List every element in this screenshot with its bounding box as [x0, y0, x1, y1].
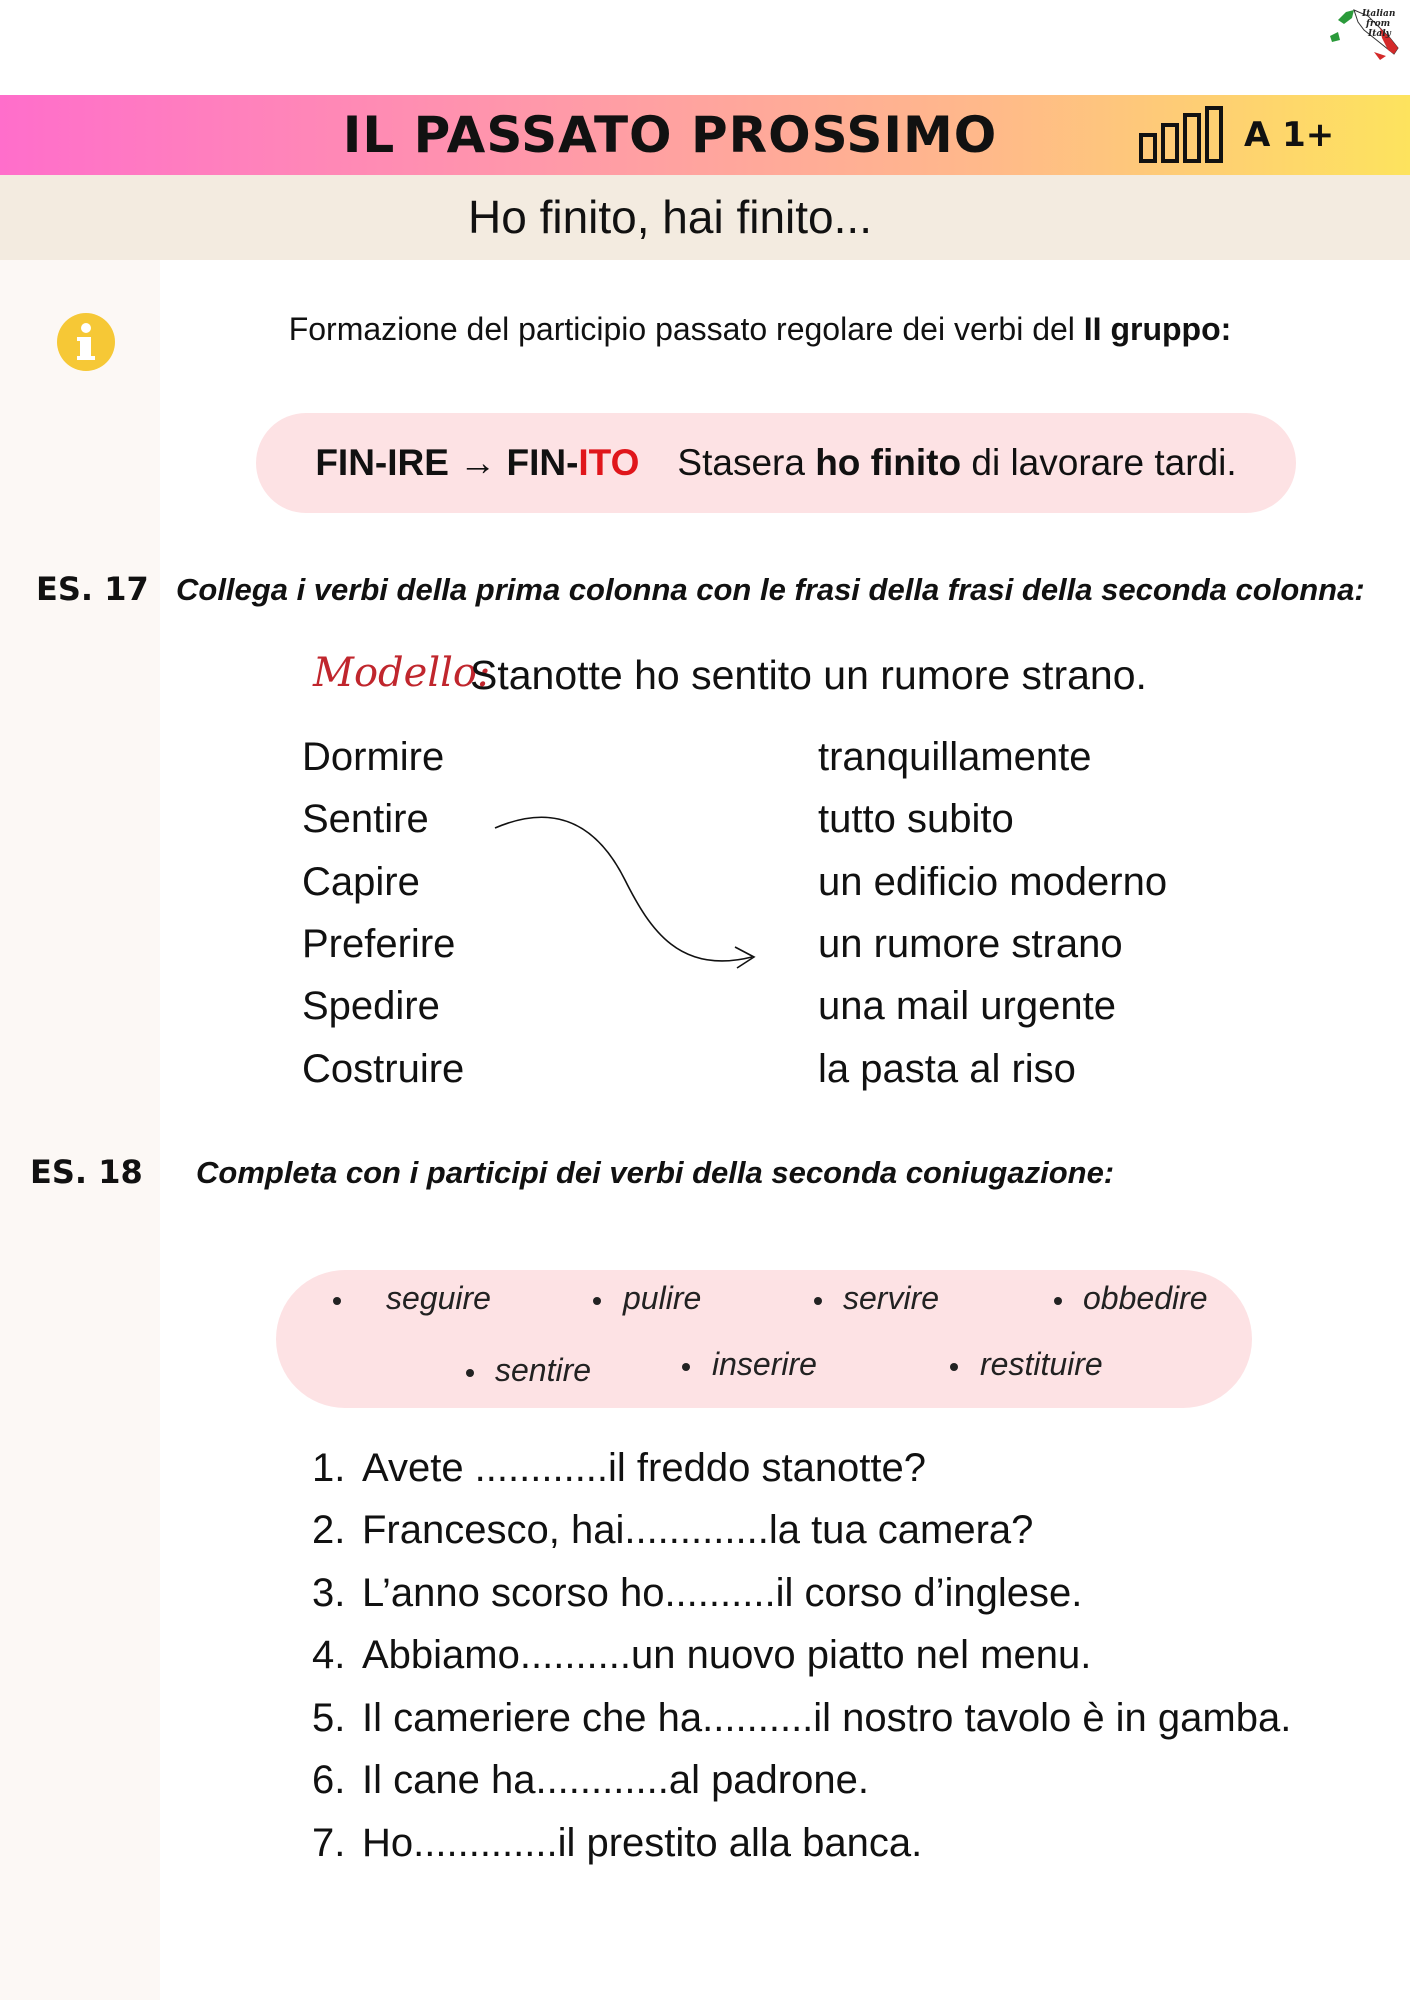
bullet-icon: [814, 1297, 822, 1305]
question-number: 6.: [312, 1758, 346, 1802]
phrase-item: tutto subito: [818, 797, 1014, 841]
phrase-item: un rumore strano: [818, 922, 1123, 966]
intro-text-bold: II gruppo:: [1083, 311, 1232, 347]
question-number: 2.: [312, 1508, 346, 1552]
exercise-17-instruction: Collega i verbi della prima colonna con le frasi della frasi della seconda colonna:: [176, 572, 1365, 607]
question-item: [312, 1571, 1082, 1616]
question-item: [312, 1821, 922, 1866]
bullet-icon: [950, 1363, 958, 1371]
verb-item: Sentire: [302, 797, 429, 841]
question-item: [312, 1758, 869, 1803]
word-bank-item: inserire: [712, 1346, 817, 1382]
question-number: 3.: [312, 1571, 346, 1615]
question-item: [312, 1633, 1091, 1678]
word-bank-item: pulire: [623, 1280, 702, 1316]
word-bank-item: obbedire: [1083, 1280, 1208, 1316]
verb-item: Preferire: [302, 922, 456, 966]
bullet-icon: [466, 1369, 474, 1377]
phrase-item: tranquillamente: [818, 735, 1092, 779]
question-number: 7.: [312, 1821, 346, 1865]
model-sentence: Stanotte ho sentito un rumore strano.: [470, 652, 1147, 698]
intro-text-normal: Formazione del participio passato regolare dei verbi del: [288, 311, 1084, 347]
question-number: 5.: [312, 1696, 346, 1740]
page-subtitle: Ho finito, hai finito...: [468, 191, 872, 243]
word-bank-item: sentire: [495, 1352, 592, 1388]
bullet-icon: [1054, 1297, 1062, 1305]
rule-example-start: Stasera: [677, 442, 816, 483]
page-title: IL PASSATO PROSSIMO: [342, 106, 998, 164]
verb-item: Capire: [302, 860, 420, 904]
model-label: Modello:: [313, 650, 491, 696]
rule-example-end: di lavorare tardi.: [961, 442, 1237, 483]
word-bank-item: seguire: [386, 1280, 491, 1316]
question-text: Abbiamo..........un nuovo piatto nel menu.: [362, 1633, 1092, 1677]
word-bank-item: restituire: [980, 1346, 1103, 1382]
phrase-item: la pasta al riso: [818, 1047, 1076, 1091]
bullet-icon: [333, 1297, 341, 1305]
verb-item: Dormire: [302, 735, 445, 779]
question-text: Il cane ha............al padrone.: [362, 1758, 869, 1802]
question-item: [312, 1696, 1291, 1741]
question-item: [312, 1446, 926, 1491]
question-text: Ho.............il prestito alla banca.: [362, 1821, 923, 1865]
exercise-18-label: ES. 18: [30, 1153, 143, 1191]
level-label: A 1+: [1244, 115, 1335, 155]
rule-stem: FIN-IRE → FIN-: [315, 442, 579, 483]
phrase-item: un edificio moderno: [818, 860, 1168, 904]
svg-text:Italy: Italy: [1368, 29, 1391, 39]
question-text: Francesco, hai.............la tua camera?: [362, 1508, 1034, 1552]
question-text: Avete ............il freddo stanotte?: [362, 1446, 927, 1490]
exercise-17-label: ES. 17: [36, 570, 149, 608]
verb-item: Spedire: [302, 984, 440, 1028]
question-text: L’anno scorso ho..........il corso d’inglese.: [362, 1571, 1083, 1615]
rule-ending: ITO: [578, 442, 640, 483]
word-bank-item: servire: [843, 1280, 940, 1316]
rule-example-bold: ho finito: [815, 442, 962, 483]
bullet-icon: [682, 1363, 690, 1371]
phrase-item: una mail urgente: [818, 984, 1116, 1028]
exercise-18-instruction: Completa con i participi dei verbi della seconda coniugazione:: [196, 1155, 1115, 1190]
question-number: 1.: [312, 1446, 346, 1490]
question-item: [312, 1508, 1033, 1553]
bullet-icon: [593, 1297, 601, 1305]
svg-text:Italian: Italian: [1362, 9, 1396, 19]
question-text: Il cameriere che ha..........il nostro tavolo è in gamba.: [362, 1696, 1292, 1740]
verb-item: Costruire: [302, 1047, 465, 1091]
svg-text:from: from: [1366, 19, 1391, 29]
question-number: 4.: [312, 1633, 346, 1677]
